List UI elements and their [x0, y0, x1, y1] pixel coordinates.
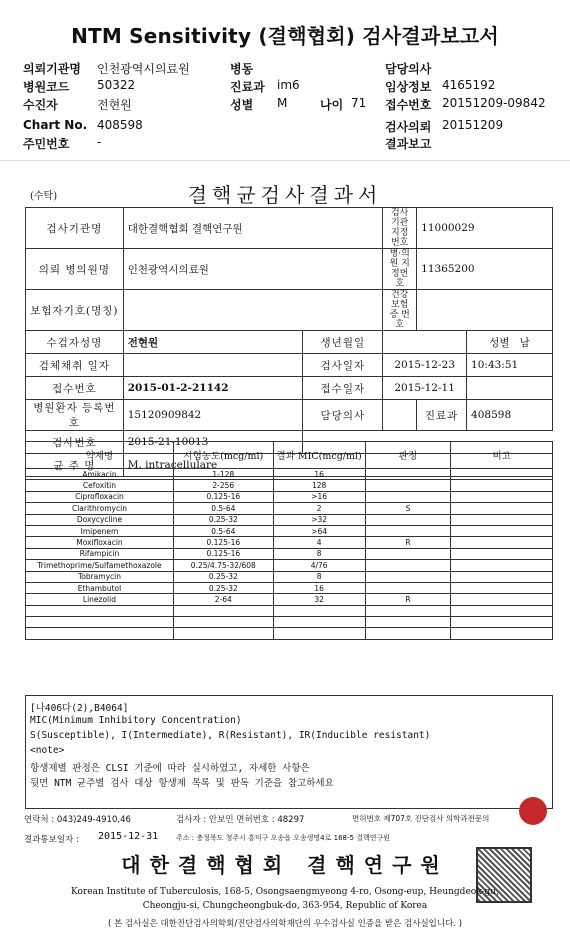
cell-label: 검사기관명	[26, 208, 124, 249]
table-cell	[451, 548, 553, 559]
column-header: 결과 MIC(mcg/ml)	[273, 442, 365, 469]
table-row	[26, 469, 553, 480]
table-cell: Tobramycin	[26, 571, 174, 582]
table-cell: R	[365, 594, 451, 605]
table-cell: 2	[273, 503, 365, 514]
header-label: 성별	[230, 98, 254, 112]
note-line: S(Susceptible), I(Intermediate), R(Resistant), IR(Inducible resistant)	[30, 730, 431, 741]
table-row	[26, 537, 553, 548]
table-cell: 1-128	[173, 469, 273, 480]
cell-value: 11000029	[417, 208, 553, 249]
header-label: 수진자	[23, 98, 58, 112]
table-cell	[365, 582, 451, 593]
table-cell: 0.125-16	[173, 548, 273, 559]
table-cell: Clarithromycin	[26, 503, 174, 514]
header-value: -	[97, 135, 102, 149]
table-cell	[451, 480, 553, 491]
table-cell: Moxifloxacin	[26, 537, 174, 548]
table-cell: 32	[273, 594, 365, 605]
cell-label: 접수일자	[303, 377, 383, 400]
table-row	[26, 617, 553, 628]
page-title: NTM Sensitivity (결핵협회) 검사결과보고서	[71, 24, 499, 48]
column-header: 약제명	[26, 442, 174, 469]
header-value: 전현원	[97, 98, 132, 112]
table-cell	[26, 617, 174, 628]
table-cell: Trimethoprime/Sulfamethoxazole	[26, 560, 174, 571]
cell-label: 병·의원 지정번호	[383, 249, 417, 290]
header-label: 검사의뢰	[385, 120, 432, 134]
table-cell: 2-256	[173, 480, 273, 491]
header-value: 71	[351, 96, 367, 110]
note-line: 항생제별 판정은 CLSI 기준에 따라 실시하였고, 자세한 사항은	[30, 763, 310, 774]
table-row	[26, 560, 553, 571]
table-cell: Amikacin	[26, 469, 174, 480]
table-cell	[451, 628, 553, 639]
table-cell: 0.125-16	[173, 537, 273, 548]
table-cell	[173, 628, 273, 639]
table-row	[26, 594, 553, 605]
table-row	[26, 514, 553, 525]
cell-label: 병원환자 등록번호	[26, 400, 124, 431]
english-address-line2: Cheongju-si, Chungcheongbuk-do, 363-954, Republic of Korea	[142, 901, 428, 911]
table-cell: 4	[273, 537, 365, 548]
cell-value: 10:43:51	[467, 354, 553, 377]
cell-value: 15120909842	[123, 400, 303, 431]
table-cell	[451, 503, 553, 514]
english-address-line1: Korean Institute of Tuberculosis, 168-5, Osongsaengmyeong 4-ro, Osong-eup, Heungdeok-gu,	[71, 887, 499, 897]
official-seal	[519, 797, 547, 825]
table-cell: S	[365, 503, 451, 514]
table-cell	[273, 617, 365, 628]
table-cell: 8	[273, 548, 365, 559]
table-cell	[365, 491, 451, 502]
table-cell	[451, 617, 553, 628]
table-cell: >64	[273, 525, 365, 536]
header-label: 의뢰기관명	[23, 62, 81, 76]
table-cell	[365, 514, 451, 525]
institute-address: 주소 : 충청북도 청주시 흥덕구 오송읍 오송생명4로 168-5 결핵연구원	[176, 834, 391, 842]
header-value: 4165192	[442, 78, 496, 92]
header-value: 20151209-09842	[442, 96, 546, 110]
table-cell	[365, 525, 451, 536]
table-row	[26, 503, 553, 514]
cell-value: 11365200	[417, 249, 553, 290]
cell-value: 2015-01-2-21142	[123, 377, 303, 400]
table-cell: 2-64	[173, 594, 273, 605]
report-header	[0, 56, 570, 152]
cell-label: 보험자기호(명칭)	[26, 290, 124, 331]
table-cell: Cefoxitin	[26, 480, 174, 491]
cell-label: 검사번호	[26, 431, 124, 454]
cell-label: 의뢰 병의원명	[26, 249, 124, 290]
table-cell	[451, 491, 553, 502]
table-cell: Linezolid	[26, 594, 174, 605]
header-label: 주민번호	[23, 137, 70, 151]
table-row	[26, 480, 553, 491]
cell-value: 2015-21-10013	[123, 431, 303, 454]
table-row	[26, 491, 553, 502]
table-cell	[365, 560, 451, 571]
patient-info-table	[25, 207, 553, 477]
cell-label: 균 주 명	[26, 454, 124, 477]
table-cell: 16	[273, 582, 365, 593]
table-row	[26, 571, 553, 582]
cell-label: 접수번호	[26, 377, 124, 400]
header-label: 담당의사	[385, 62, 432, 76]
cell-label: 건강보험 증 번 호	[383, 290, 417, 331]
certification-note: ( 본 검사실은 대한진단검사의학회/진단검사의학재단의 우수검사실 인증을 받은 검사실입니다. )	[107, 919, 463, 929]
table-cell: 0.25-32	[173, 571, 273, 582]
table-cell: Ciprofloxacin	[26, 491, 174, 502]
header-value: 20151209	[442, 118, 504, 132]
table-cell: R	[365, 537, 451, 548]
header-value: 408598	[97, 118, 143, 132]
column-header: 판정	[365, 442, 451, 469]
license-info: 면허번호 제707호 진단검사 의학과전문의	[352, 814, 490, 823]
table-row	[26, 628, 553, 639]
table-cell: 0.5-64	[173, 503, 273, 514]
header-label: Chart No.	[23, 118, 88, 132]
cell-value	[383, 331, 467, 354]
table-cell: 0.5-64	[173, 525, 273, 536]
table-cell	[273, 605, 365, 616]
table-cell	[451, 571, 553, 582]
table-cell: 0.25-32	[173, 514, 273, 525]
consignment-tag: (수탁)	[30, 191, 58, 202]
table-cell	[26, 628, 174, 639]
tester-info: 검사자 : 안보민 면허번호 : 48297	[176, 815, 305, 825]
header-value: im6	[277, 78, 300, 92]
table-cell	[173, 605, 273, 616]
table-row	[26, 548, 553, 559]
table-cell: 0.25-32	[173, 582, 273, 593]
table-cell	[365, 469, 451, 480]
table-cell: Ethambutol	[26, 582, 174, 593]
table-cell	[365, 571, 451, 582]
table-cell: 128	[273, 480, 365, 491]
cell-value: 전현원	[123, 331, 303, 354]
table-cell	[365, 617, 451, 628]
table-cell: Rifampicin	[26, 548, 174, 559]
table-row	[26, 605, 553, 616]
cell-value	[123, 290, 382, 331]
table-cell	[365, 605, 451, 616]
cell-label: 검사기관 지정번호	[383, 208, 417, 249]
cell-label: 검사일자	[303, 354, 383, 377]
table-cell	[365, 480, 451, 491]
cell-label: 생년월일	[303, 331, 383, 354]
cell-label: 검체채취 일자	[26, 354, 124, 377]
table-cell	[26, 605, 174, 616]
table-cell	[451, 525, 553, 536]
table-cell: 0.25/4.75-32/608	[173, 560, 273, 571]
table-cell: 8	[273, 571, 365, 582]
cell-label: 수검자성명	[26, 331, 124, 354]
scanned-result-sheet	[0, 160, 570, 945]
table-cell	[451, 514, 553, 525]
note-line: MIC(Minimum Inhibitory Concentration)	[30, 715, 242, 726]
table-cell	[451, 469, 553, 480]
cell-value	[467, 377, 553, 400]
notes-box	[25, 695, 553, 809]
header-label: 진료과	[230, 80, 265, 94]
sheet-title: 결핵균검사결과서	[187, 183, 383, 207]
header-value: 인천광역시의료원	[97, 62, 190, 76]
column-header: 시험농도(mcg/ml)	[173, 442, 273, 469]
cell-label: 진료과	[417, 400, 467, 431]
cell-value: 남	[519, 336, 530, 349]
table-row	[26, 582, 553, 593]
table-cell	[451, 560, 553, 571]
note-line: <note>	[30, 745, 65, 756]
header-label: 나이	[320, 98, 344, 112]
cell-value	[467, 331, 553, 354]
table-cell	[365, 628, 451, 639]
cell-value	[383, 400, 417, 431]
table-cell: 16	[273, 469, 365, 480]
column-header: 비고	[451, 442, 553, 469]
table-cell: 4/76	[273, 560, 365, 571]
report-date-label: 결과통보일자 :	[24, 835, 79, 845]
note-line: 뒷면 NTM 균주별 검사 대상 항생제 목록 및 판독 기준을 참고하세요	[30, 778, 334, 789]
table-cell: >32	[273, 514, 365, 525]
header-value: M	[277, 96, 288, 110]
cell-label: 성별	[489, 336, 510, 349]
report-date: 2015-12-31	[98, 831, 159, 842]
table-cell	[173, 617, 273, 628]
institute-name: 대한결핵협회 결핵연구원	[121, 853, 449, 877]
cell-label: 담당의사	[303, 400, 383, 431]
header-label: 임상정보	[385, 80, 432, 94]
cell-value	[417, 290, 553, 331]
table-cell	[451, 605, 553, 616]
table-cell	[273, 628, 365, 639]
cell-value: 대한결핵협회 결핵연구원	[123, 208, 382, 249]
table-cell: >16	[273, 491, 365, 502]
contact-phone: 연락처 : 043)249-4910,46	[24, 815, 131, 825]
table-cell: 0.125-16	[173, 491, 273, 502]
table-row	[26, 525, 553, 536]
table-cell: Imipenem	[26, 525, 174, 536]
header-label: 접수번호	[385, 98, 432, 112]
cell-value: 408598	[467, 400, 553, 431]
table-cell	[365, 548, 451, 559]
note-line: [나406다(2),B4064]	[30, 703, 129, 714]
header-label: 병원코드	[23, 80, 70, 94]
table-cell	[451, 582, 553, 593]
header-label: 병동	[230, 62, 254, 76]
header-value: 50322	[97, 78, 136, 92]
cell-value	[123, 354, 303, 377]
cell-value: M. intracellulare	[123, 454, 552, 477]
susceptibility-table	[25, 441, 553, 640]
table-cell: Doxycycline	[26, 514, 174, 525]
header-label: 결과보고	[385, 137, 432, 151]
table-cell	[451, 537, 553, 548]
table-cell	[451, 594, 553, 605]
cell-value: 2015-12-23	[383, 354, 467, 377]
cell-value: 인천광역시의료원	[123, 249, 382, 290]
cell-value: 2015-12-11	[383, 377, 467, 400]
